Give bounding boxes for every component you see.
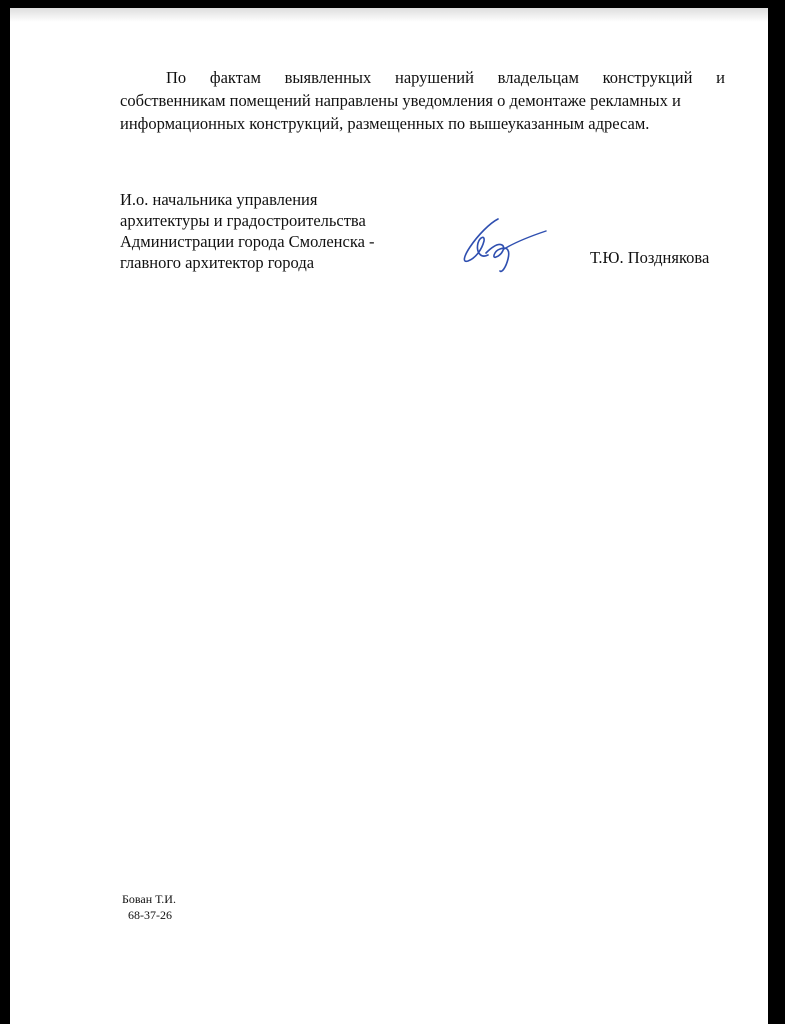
position-line-2: архитектуры и градостроительства	[120, 211, 366, 230]
signer-position	[120, 189, 420, 273]
executor-info	[122, 891, 176, 923]
document-page	[10, 8, 768, 1024]
paragraph-line-2: собственникам помещений направлены уведомления о демонтаже рекламных и	[120, 91, 681, 110]
scan-edge-shadow	[10, 8, 768, 22]
paragraph-line-3: информационных конструкций, размещенных по вышеуказанным адресам.	[120, 114, 650, 133]
signer-name: Т.Ю. Позднякова	[590, 248, 710, 267]
handwritten-signature	[458, 213, 548, 275]
executor-phone: 68-37-26	[128, 908, 172, 922]
position-line-4: главного архитектор города	[120, 253, 315, 272]
position-line-3: Администрации города Смоленска -	[120, 232, 375, 251]
signature-stroke	[504, 231, 546, 249]
executor-name: Бован Т.И.	[122, 892, 176, 906]
main-paragraph	[120, 66, 725, 135]
paragraph-line-1: По фактам выявленных нарушений владельцам конструкций и	[166, 68, 725, 87]
position-line-1: И.о. начальника управления	[120, 190, 318, 209]
signature-stroke	[464, 219, 498, 261]
